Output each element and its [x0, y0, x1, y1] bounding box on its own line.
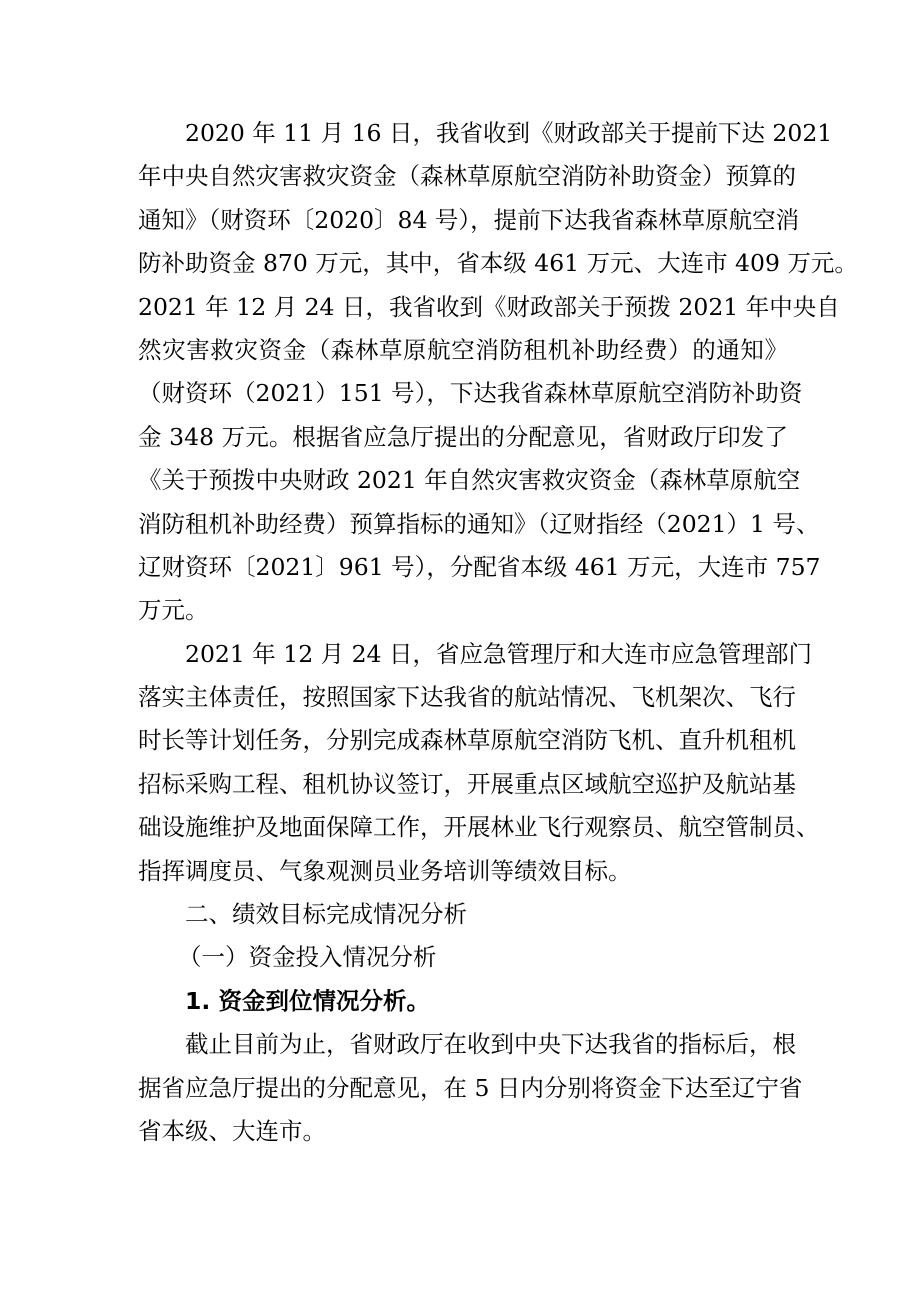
text-line: 省本级、大连市。	[138, 1116, 326, 1145]
text-line: 辽财资环〔2021〕961 号），分配省本级 461 万元，大连市 757	[138, 552, 821, 581]
text-line: 通知》（财资环〔2020〕84 号），提前下达我省森林草原航空消	[138, 205, 800, 234]
section-heading-performance-analysis: 二、绩效目标完成情况分析	[185, 900, 467, 929]
text-line: 年中央自然灾害救灾资金（森林草原航空消防补助资金）预算的	[138, 162, 796, 191]
text-line: 础设施维护及地面保障工作，开展林业飞行观察员、航空管制员、	[138, 813, 820, 842]
text-line: 截止目前为止，省财政厅在收到中央下达我省的指标后，根	[185, 1030, 796, 1059]
paragraph-funding-2020	[138, 112, 858, 633]
paragraph-task-completion	[138, 633, 820, 893]
text-line: 消防租机补助经费）预算指标的通知》（辽财指经（2021）1 号、	[138, 509, 820, 538]
text-line: 2021 年 12 月 24 日，我省收到《财政部关于预拨 2021 年中央自	[138, 292, 840, 321]
text-line: 落实主体责任，按照国家下达我省的航站情况、飞机架次、飞行	[138, 683, 796, 712]
text-line: 指挥调度员、气象观测员业务培训等绩效目标。	[138, 856, 632, 885]
document-page	[138, 112, 858, 1153]
text-line: 《关于预拨中央财政 2021 年自然灾害救灾资金（森林草原航空	[138, 466, 801, 495]
text-line: 金 348 万元。根据省应急厅提出的分配意见，省财政厅印发了	[138, 422, 788, 451]
text-line: 万元。	[138, 596, 209, 625]
text-line: 2021 年 12 月 24 日，省应急管理厅和大连市应急管理部门	[185, 639, 812, 668]
text-line: （财资环（2021）151 号），下达我省森林草原航空消防补助资	[138, 379, 803, 408]
subsection-heading-funding-input: （一）资金投入情况分析	[178, 943, 437, 972]
text-line: 时长等计划任务，分别完成森林草原航空消防飞机、直升机租机	[138, 726, 796, 755]
item-heading-funding-arrival: 1. 资金到位情况分析。	[185, 986, 430, 1015]
text-line: 据省应急厅提出的分配意见，在 5 日内分别将资金下达至辽宁省	[138, 1073, 803, 1102]
text-line: 招标采购工程、租机协议签订，开展重点区域航空巡护及航站基	[138, 769, 796, 798]
text-line: 2020 年 11 月 16 日，我省收到《财政部关于提前下达 2021	[185, 119, 833, 147]
paragraph-funding-arrival	[138, 1023, 803, 1153]
text-line: 然灾害救灾资金（森林草原航空消防租机补助经费）的通知》	[138, 335, 788, 364]
text-line: 防补助资金 870 万元，其中，省本级 461 万元、大连市 409 万元。	[138, 249, 858, 278]
